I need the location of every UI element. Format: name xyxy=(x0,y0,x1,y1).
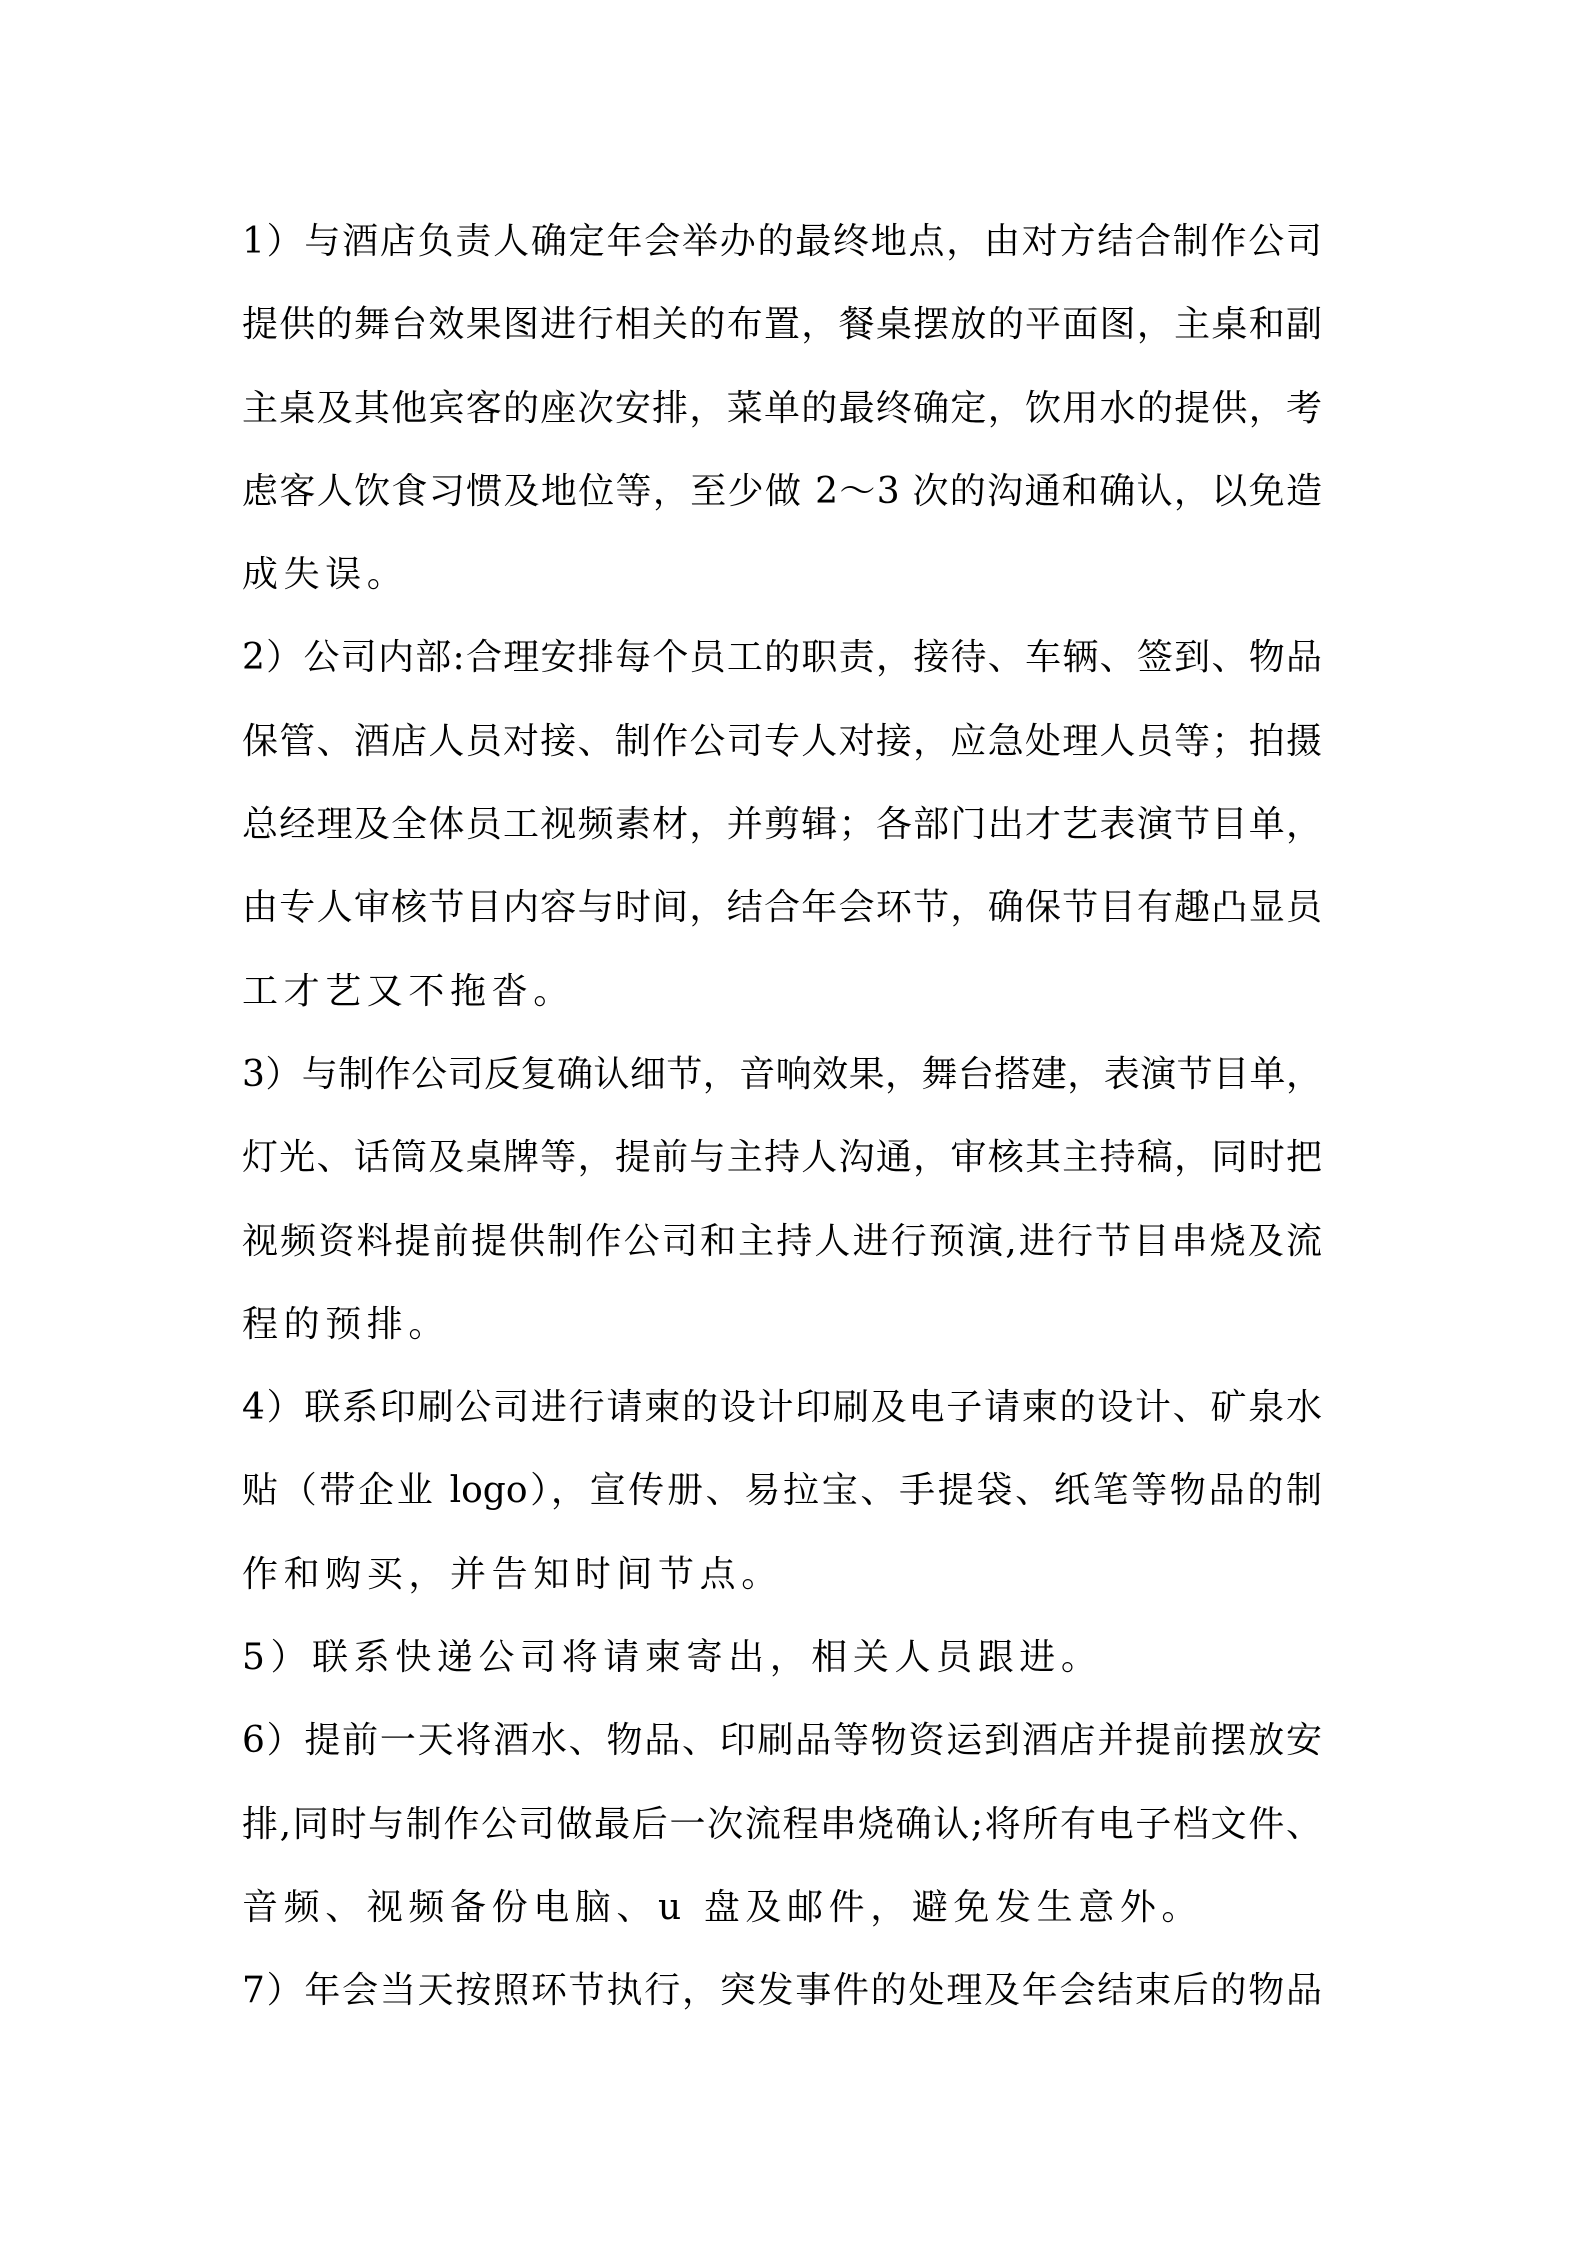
text-line: 成失误。 xyxy=(242,554,409,596)
text-line: 6）提前一天将酒水、物品、印刷品等物资运到酒店并提前摆放安 xyxy=(242,1720,1322,1762)
text-line: 3）与制作公司反复确认细节，音响效果，舞台搭建，表演节目单， xyxy=(242,1053,1322,1095)
text-line: 音频、视频备份电脑、u 盘及邮件，避免发生意外。 xyxy=(242,1886,1204,1928)
text-line: 作和购买，并告知时间节点。 xyxy=(242,1553,783,1595)
text-line: 7）年会当天按照环节执行，突发事件的处理及年会结束后的物品 xyxy=(242,1970,1322,2012)
text-line: 总经理及全体员工视频素材，并剪辑；各部门出才艺表演节目单， xyxy=(242,804,1322,846)
text-line: 5）联系快递公司将请柬寄出，相关人员跟进。 xyxy=(242,1637,1103,1679)
text-line: 排,同时与制作公司做最后一次流程串烧确认;将所有电子档文件、 xyxy=(242,1803,1322,1845)
text-line: 工才艺又不拖沓。 xyxy=(242,970,575,1012)
text-line: 提供的舞台效果图进行相关的布置，餐桌摆放的平面图，主桌和副 xyxy=(242,304,1322,346)
text-line: 保管、酒店人员对接、制作公司专人对接，应急处理人员等；拍摄 xyxy=(242,720,1322,762)
text-line: 视频资料提前提供制作公司和主持人进行预演,进行节目串烧及流 xyxy=(242,1220,1322,1262)
text-line: 主桌及其他宾客的座次安排，菜单的最终确定，饮用水的提供，考 xyxy=(242,387,1322,429)
text-line: 灯光、话筒及桌牌等，提前与主持人沟通，审核其主持稿，同时把 xyxy=(242,1137,1322,1179)
text-line: 2）公司内部:合理安排每个员工的职责，接待、车辆、签到、物品 xyxy=(242,637,1322,679)
text-line: 由专人审核节目内容与时间，结合年会环节，确保节目有趣凸显员 xyxy=(242,887,1322,929)
text-line: 4）联系印刷公司进行请柬的设计印刷及电子请柬的设计、矿泉水 xyxy=(242,1387,1322,1429)
text-line: 虑客人饮食习惯及地位等，至少做 2～3 次的沟通和确认，以免造 xyxy=(242,470,1322,512)
text-line: 程的预排。 xyxy=(242,1303,451,1345)
document-body xyxy=(242,200,1322,2033)
text-line: 1）与酒店负责人确定年会举办的最终地点，由对方结合制作公司 xyxy=(242,221,1322,262)
text-line: 贴（带企业 logo），宣传册、易拉宝、手提袋、纸笔等物品的制 xyxy=(242,1470,1322,1512)
